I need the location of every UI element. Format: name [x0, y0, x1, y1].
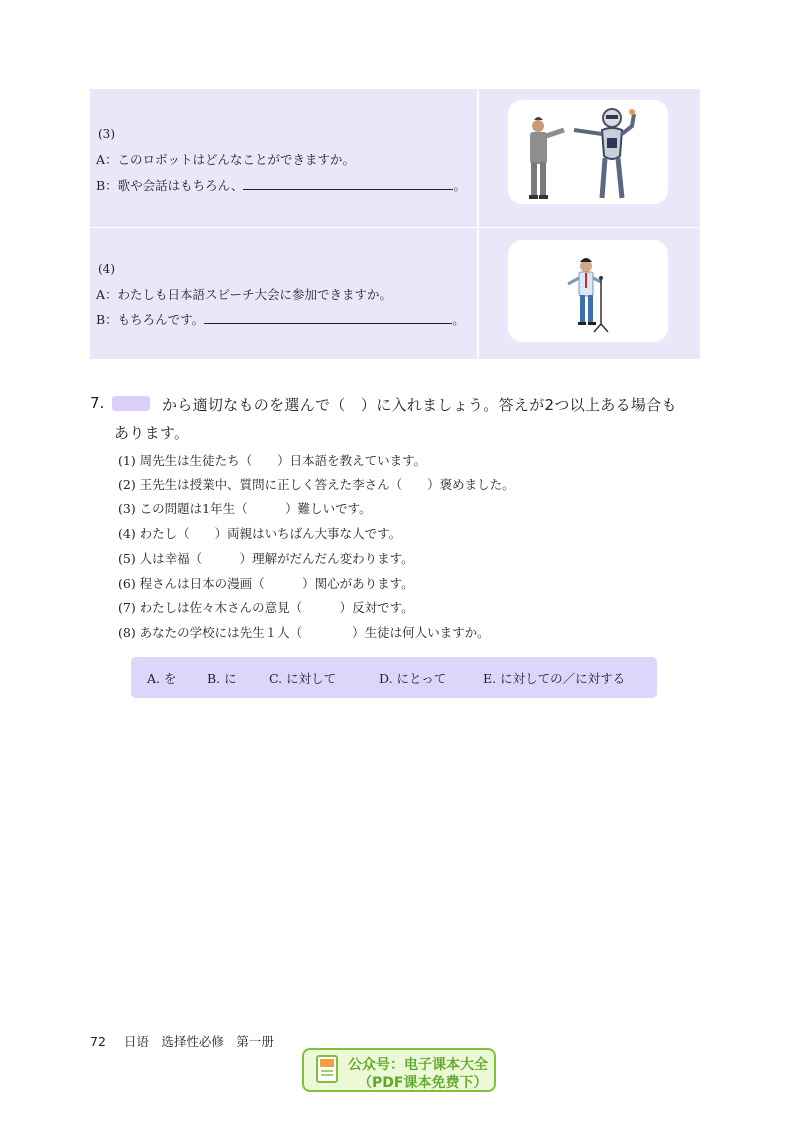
man-and-robot-illustration	[508, 100, 668, 204]
dialogue-b-suffix: 。	[453, 178, 466, 193]
exercise-row-3	[90, 89, 700, 227]
book-title: 日语 选择性必修 第一册	[123, 1034, 274, 1049]
answer-blank	[204, 311, 452, 324]
exercise-table	[90, 89, 700, 359]
page-number: 72	[90, 1034, 106, 1049]
question-item: (5) 人は幸福（ ）理解がだんだん変わります。	[118, 551, 414, 566]
question-item: (6) 程さんは日本の漫画（ ）関心があります。	[118, 576, 414, 591]
watermark-line-1: 公众号：电子课本大全	[348, 1057, 488, 1073]
book-icon	[316, 1055, 340, 1085]
question-item: (1) 周先生は生徒たち（ ）日本語を教えています。	[118, 453, 427, 468]
boy-at-microphone-illustration	[508, 240, 668, 342]
dialogue-b-prefix: B：もちろんです。	[96, 312, 205, 327]
choice-a: A. を	[147, 671, 177, 686]
question-item: (4) わたし（ ）両親はいちばん大事な人です。	[118, 526, 402, 541]
page-footer	[90, 1032, 274, 1050]
instruction-line-2: あります。	[114, 424, 190, 442]
dialogue-a-line: A：わたしも日本語スピーチ大会に参加できますか。	[96, 287, 393, 302]
choice-e: E. に対しての／に対する	[483, 671, 626, 686]
choice-c: C. に対して	[269, 671, 337, 686]
exercise-row-4	[90, 228, 700, 359]
instruction-line-1: から適切なものを選んで（ ）に入れましょう。答えが2つ以上ある場合も	[162, 396, 677, 414]
question-item: (7) わたしは佐々木さんの意見（ ）反対です。	[118, 600, 414, 615]
dialogue-b-suffix: 。	[452, 312, 465, 327]
answer-choice-box	[131, 657, 657, 698]
dialogue-b-prefix: B：歌や会話はもちろん、	[96, 178, 244, 193]
answer-blank	[243, 177, 453, 190]
question-number: 7.	[90, 394, 105, 412]
dialogue-b-line	[96, 310, 465, 328]
exercise-number: (4)	[98, 262, 115, 276]
dialogue-b-line	[96, 176, 466, 194]
column-divider	[477, 89, 479, 359]
dialogue-a-line: A：このロボットはどんなことができますか。	[96, 152, 356, 167]
choice-b: B. に	[207, 671, 237, 686]
exercise-number: (3)	[98, 127, 115, 141]
watermark-stamp	[302, 1048, 496, 1092]
choice-d: D. にとって	[379, 671, 447, 686]
watermark-line-2: （PDF课本免费下）	[358, 1075, 488, 1091]
choice-box-marker	[112, 396, 150, 411]
question-item: (3) この問題は1年生（ ）難しいです。	[118, 501, 372, 516]
question-item: (8) あなたの学校には先生１人（ ）生徒は何人いますか。	[118, 625, 490, 640]
question-item: (2) 王先生は授業中、質問に正しく答えた李さん（ ）褒めました。	[118, 477, 515, 492]
